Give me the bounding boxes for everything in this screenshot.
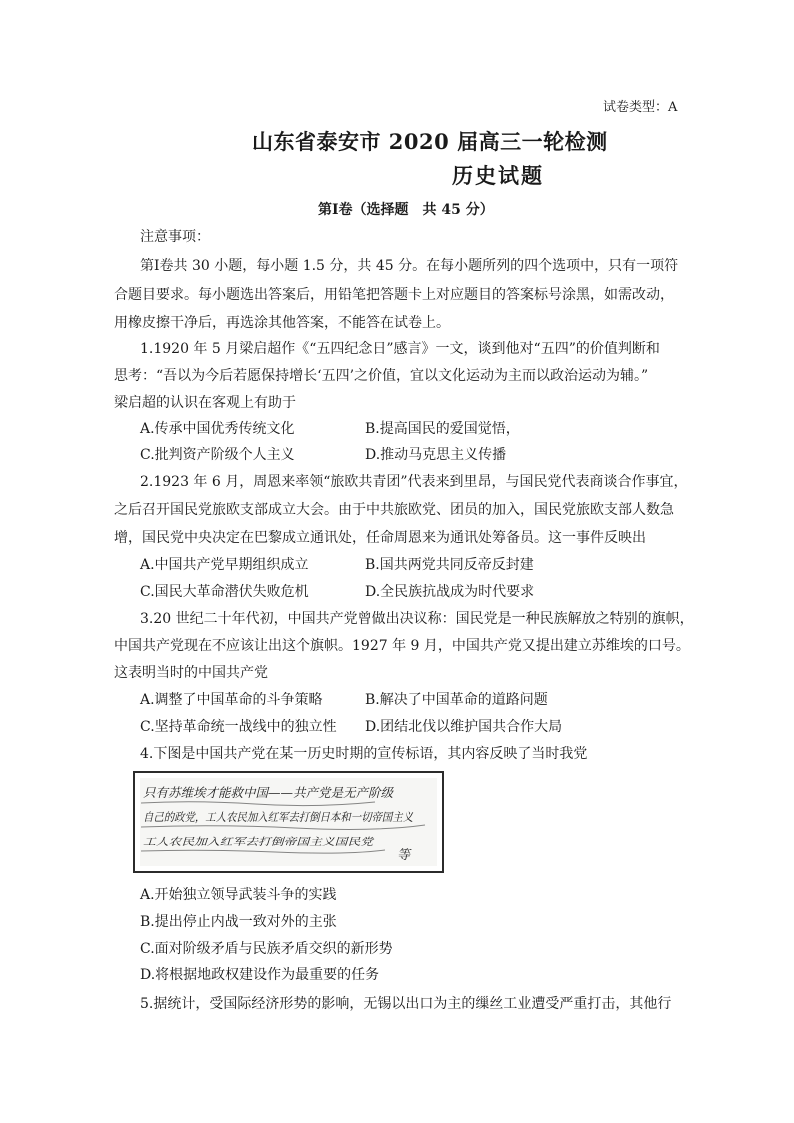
brush-stroke xyxy=(141,802,375,806)
question-2-option-c: C.国民大革命潜伏失败危机 xyxy=(140,584,309,600)
exam-title: 山东省泰安市 2020 届高三一轮检测 xyxy=(252,129,608,154)
slogan-handwriting-image xyxy=(135,773,442,871)
question-4-option-d: D.将根据地政权建设作为最重要的任务 xyxy=(140,967,380,983)
notice-line: 第Ⅰ卷共 30 小题，每小题 1.5 分，共 45 分。在每小题所列的四个选项中，只有一项符 xyxy=(140,258,679,274)
slogan-line: 只有苏维埃才能救中国——共产党是无产阶级 xyxy=(143,785,394,800)
question-1-option-d: D.推动马克思主义传播 xyxy=(365,447,507,463)
notice-heading: 注意事项： xyxy=(140,229,210,245)
question-1-option-b: B.提高国民的爱国觉悟， xyxy=(365,421,520,437)
question-3-line: 3.20 世纪二十年代初，中国共产党曾做出决议称：国民党是一种民族解放之特别的旗帜， xyxy=(140,611,694,627)
question-4-option-a: A.开始独立领导武装斗争的实践 xyxy=(140,887,337,903)
slogan-line: 自己的政党，工人农民加入红军去打倒日本和一切帝国主义 xyxy=(143,810,414,824)
question-4-line: 4.下图是中国共产党在某一历史时期的宣传标语，其内容反映了当时我党 xyxy=(140,746,588,762)
question-4-option-c: C.面对阶级矛盾与民族矛盾交织的新形势 xyxy=(140,941,393,957)
question-1-option-a: A.传承中国优秀传统文化 xyxy=(140,421,295,437)
question-3-line: 这表明当时的中国共产党 xyxy=(114,665,268,681)
paper-type-label: 试卷类型：A xyxy=(603,100,678,115)
notice-line: 合题目要求。每小题选出答案后，用铅笔把答题卡上对应题目的答案标号涂黑，如需改动， xyxy=(114,287,674,303)
question-1-option-c: C.批判资产阶级个人主义 xyxy=(140,447,295,463)
question-3-option-b: B.解决了中国革命的道路问题 xyxy=(365,692,548,708)
question-4-option-b: B.提出停止内战一致对外的主张 xyxy=(140,914,337,930)
question-2-option-b: B.国共两党共同反帝反封建 xyxy=(365,557,534,573)
question-2-option-a: A.中国共产党早期组织成立 xyxy=(140,557,309,573)
question-2-line: 2.1923 年 6 月，周恩来率领“旅欧共青团”代表来到里昂，与国民党代表商谈合作事宜， xyxy=(140,474,688,490)
question-2-option-d: D.全民族抗战成为时代要求 xyxy=(365,584,535,600)
notice-line: 用橡皮擦干净后，再选涂其他答案，不能答在试卷上。 xyxy=(114,315,450,331)
question-2-line: 增，国民党中央决定在巴黎成立通讯处，任命周恩来为通讯处筹备员。这一事件反映出 xyxy=(114,530,646,546)
brush-stroke xyxy=(141,825,425,829)
question-3-option-d: D.团结北伐以维护国共合作大局 xyxy=(365,719,563,735)
question-5-line: 5.据统计，受国际经济形势的影响，无锡以出口为主的缫丝工业遭受严重打击，其他行 xyxy=(140,996,672,1012)
question-3-line: 中国共产党现在不应该让出这个旗帜。1927 年 9 月，中国共产党又提出建立苏维埃的口号。 xyxy=(114,638,690,654)
exam-subtitle: 历史试题 xyxy=(452,163,544,188)
slogan-signature: 等 xyxy=(397,848,411,863)
section-heading: 第Ⅰ卷（选择题 共 45 分） xyxy=(318,202,494,218)
slogan-photo xyxy=(133,771,444,873)
question-3-option-c: C.坚持革命统一战线中的独立性 xyxy=(140,719,337,735)
slogan-line: 工人农民加入红军去打倒帝国主义国民党 xyxy=(143,837,323,848)
question-2-line: 之后召开国民党旅欧支部成立大会。由于中共旅欧党、团员的加入，国民党旅欧支部人数急 xyxy=(114,502,674,518)
question-1-line: 思考：“吾以为今后若愿保持增长‘五四’之价值，宜以文化运动为主而以政治运动为辅。” xyxy=(114,368,649,384)
question-1-line: 1.1920 年 5 月梁启超作《“五四纪念日”感言》一文，谈到他对“五四”的价值判断和 xyxy=(140,341,660,357)
question-3-option-a: A.调整了中国革命的斗争策略 xyxy=(140,692,323,708)
question-1-line: 梁启超的认识在客观上有助于 xyxy=(114,395,296,411)
brush-stroke xyxy=(141,850,385,853)
